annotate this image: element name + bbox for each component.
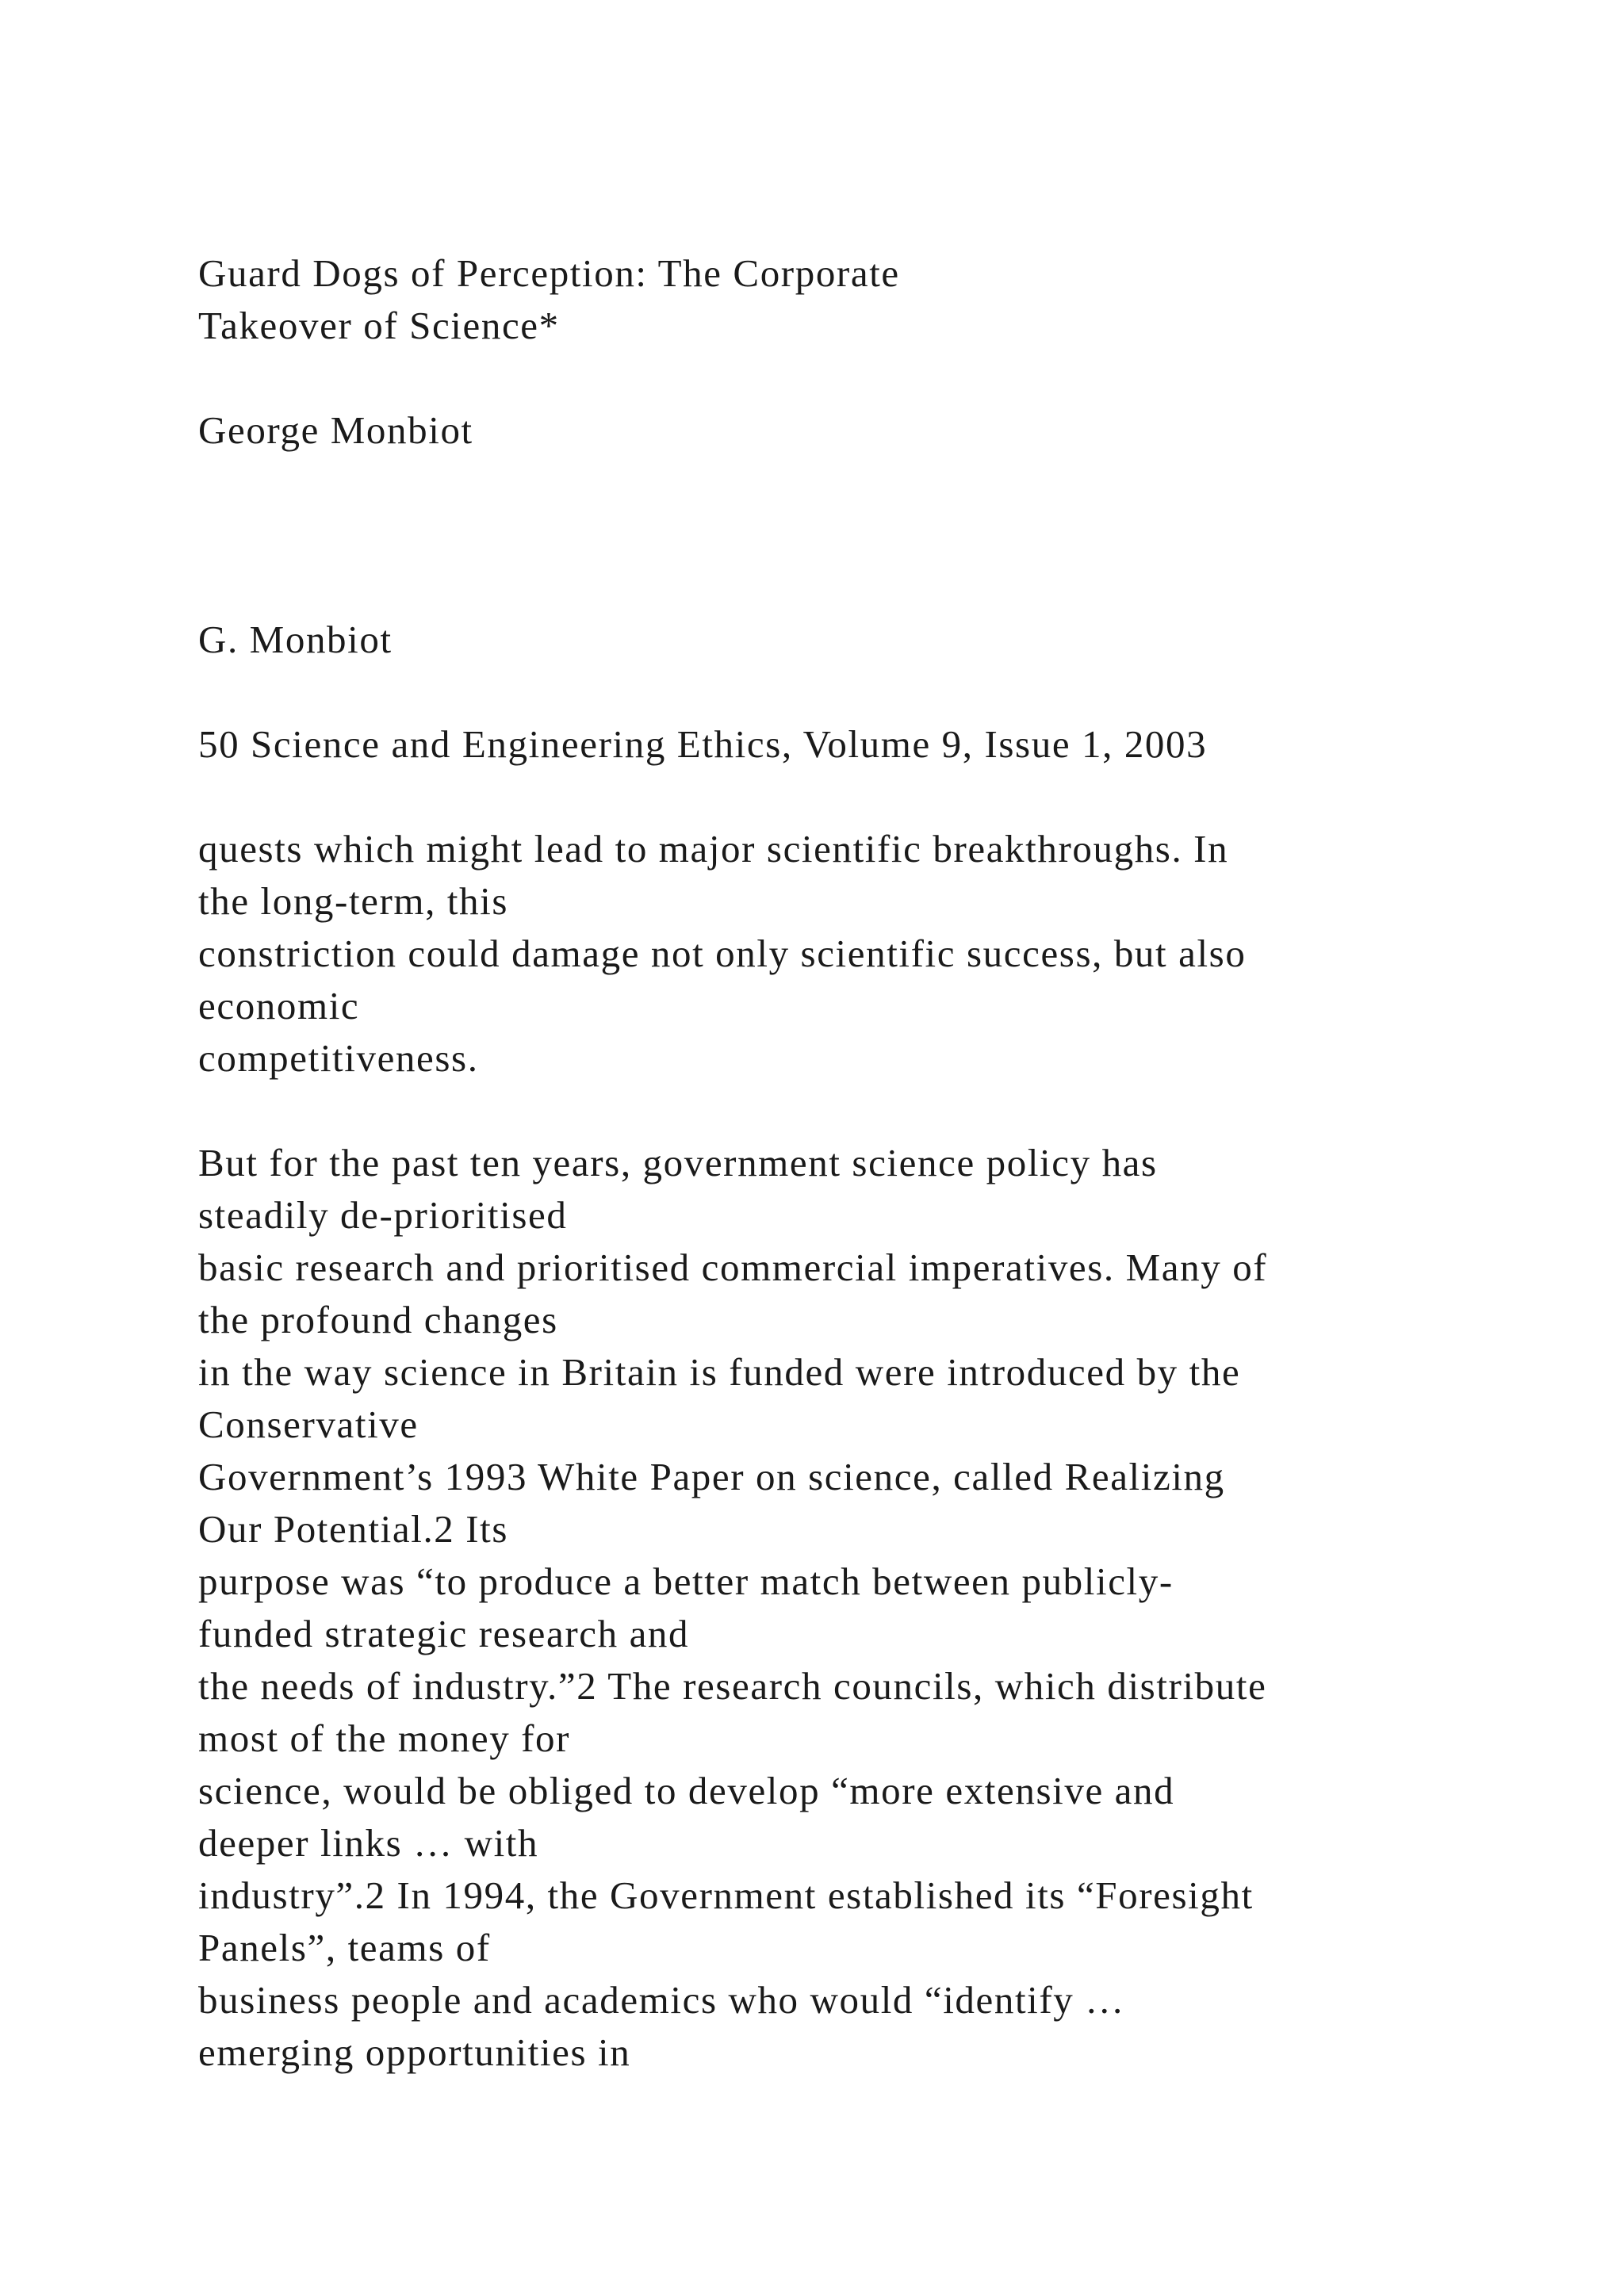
- paragraph-line: Conservative: [198, 1402, 419, 1446]
- paragraph-line: quests which might lead to major scientific breakthroughs. In: [198, 827, 1229, 871]
- paragraph-line: Panels”, teams of: [198, 1926, 491, 1969]
- paragraph-line: constriction could damage not only scientific success, but also: [198, 932, 1247, 975]
- paragraph-line: emerging opportunities in: [198, 2030, 631, 2074]
- paragraph-line: the profound changes: [198, 1298, 558, 1341]
- paragraph-line: purpose was “to produce a better match between publicly-: [198, 1559, 1174, 1603]
- paragraph-line: steadily de-prioritised: [198, 1193, 568, 1237]
- paragraph-line: business people and academics who would “identify …: [198, 1978, 1125, 2022]
- paragraph-line: industry”.2 In 1994, the Government established its “Foresight: [198, 1873, 1254, 1917]
- author-line: George Monbiot: [198, 408, 473, 452]
- paragraph-line: basic research and prioritised commercial imperatives. Many of: [198, 1246, 1268, 1289]
- paragraph-line: the needs of industry.”2 The research councils, which distribute: [198, 1664, 1267, 1708]
- author-name: [198, 404, 1546, 457]
- paragraph-line: competitiveness.: [198, 1036, 479, 1080]
- title-line: Guard Dogs of Perception: The Corporate: [198, 251, 900, 295]
- paragraph-line: most of the money for: [198, 1716, 571, 1760]
- paragraph-line: the long-term, this: [198, 879, 509, 923]
- paragraph-line: economic: [198, 984, 360, 1027]
- paragraph-line: science, would be obliged to develop “more extensive and: [198, 1769, 1175, 1812]
- paragraph-line: But for the past ten years, government science policy has: [198, 1141, 1158, 1184]
- paragraph-line: deeper links … with: [198, 1821, 539, 1865]
- paragraph-line: funded strategic research and: [198, 1612, 690, 1655]
- title-line: Takeover of Science*: [198, 304, 560, 347]
- running-author-line: G. Monbiot: [198, 618, 393, 661]
- paragraph-line: in the way science in Britain is funded were introduced by the: [198, 1350, 1241, 1394]
- running-header: [198, 718, 1546, 771]
- paragraph-line: Government’s 1993 White Paper on science, called Realizing: [198, 1455, 1225, 1498]
- paragraph-line: Our Potential.2 Its: [198, 1507, 509, 1551]
- running-header-line: 50 Science and Engineering Ethics, Volume 9, Issue 1, 2003: [198, 722, 1208, 766]
- article-title: [198, 247, 1546, 352]
- body-paragraph: [198, 823, 1546, 1085]
- running-author: [198, 614, 1546, 666]
- body-paragraph: [198, 1137, 1546, 2079]
